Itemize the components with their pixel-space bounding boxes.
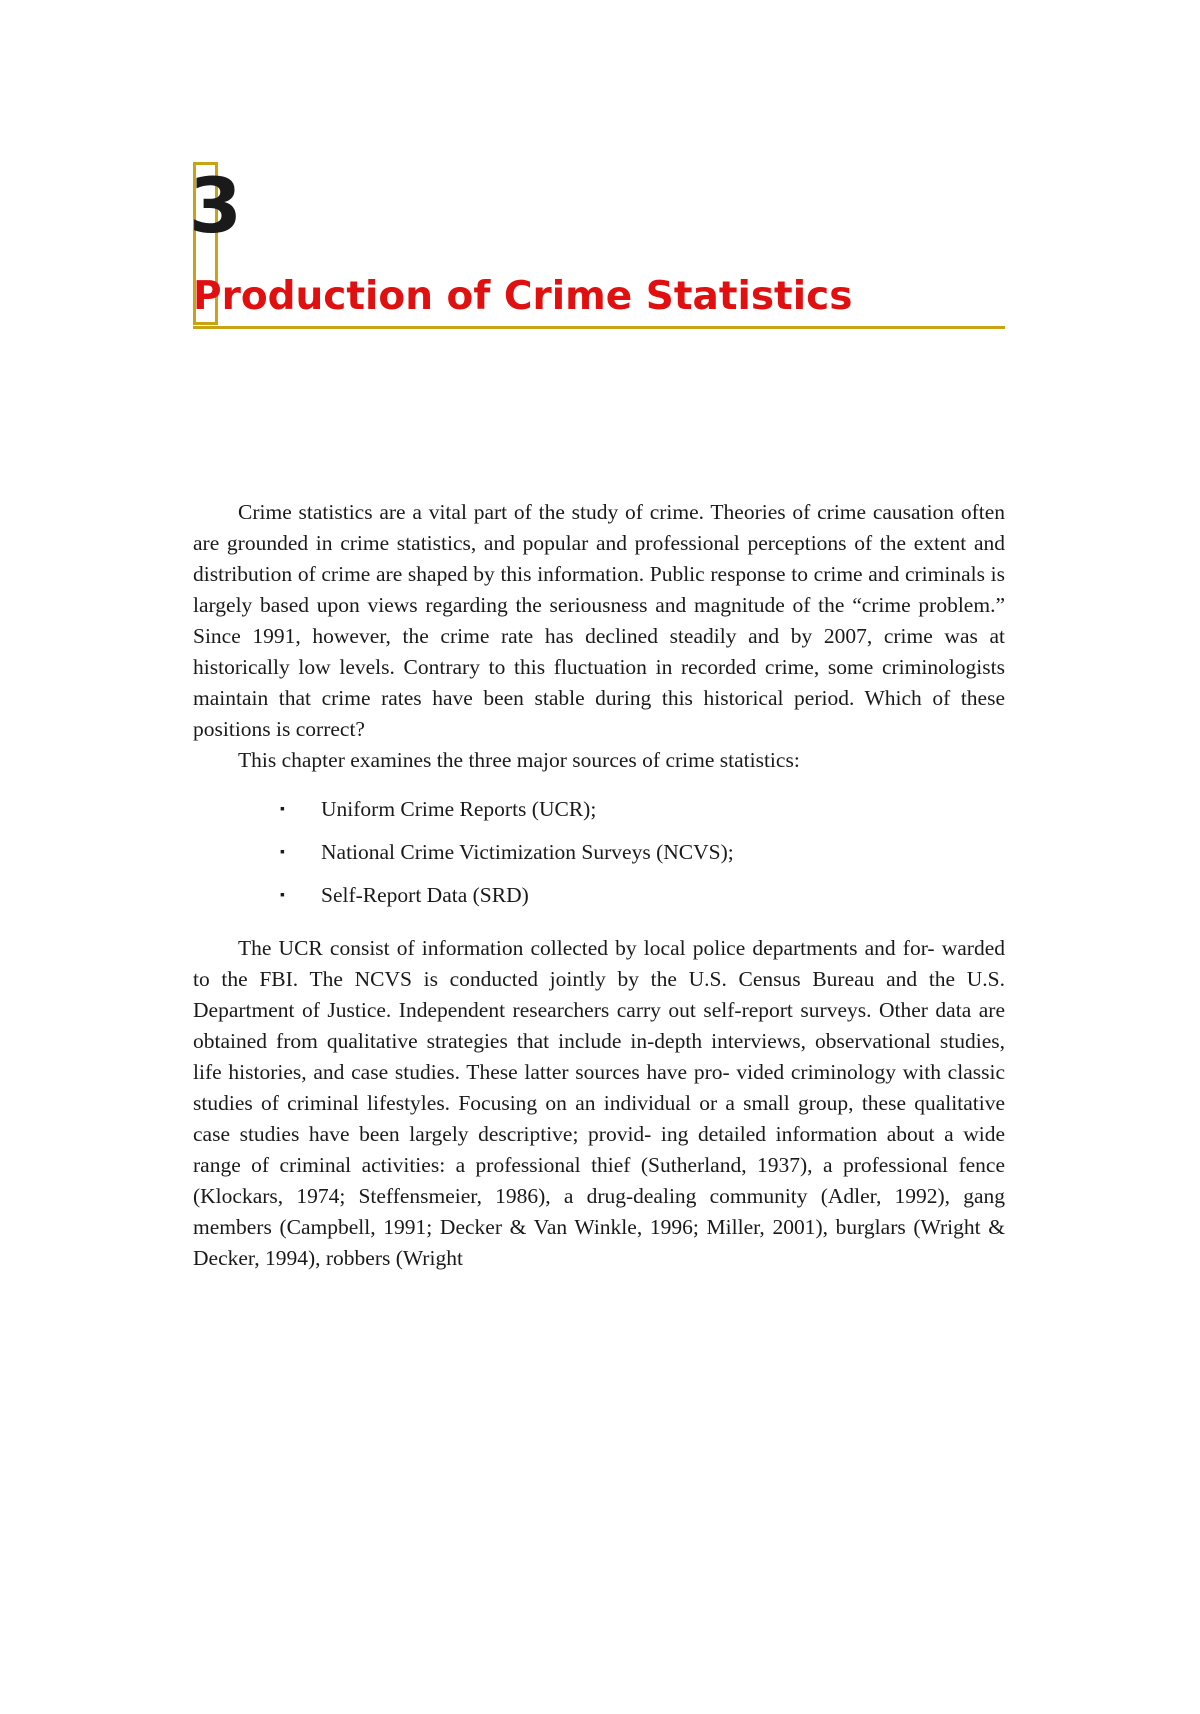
chapter-title: Production of Crime Statistics xyxy=(193,274,853,319)
chapter-number: 3 xyxy=(189,161,242,250)
list-item-label: National Crime Victimization Surveys (NCVS); xyxy=(321,840,734,864)
title-underline-rule xyxy=(193,326,1005,329)
list-item xyxy=(193,880,1005,911)
list-item-label: Uniform Crime Reports (UCR); xyxy=(321,797,597,821)
sources-list xyxy=(193,794,1005,911)
paragraph-intro: Crime statistics are a vital part of the study of crime. Theories of crime causation often are grounded in crime statistics, and popular and professional perceptions of the extent and distribution of crime are shaped by this information. Public response to crime and criminals is largely based upon views regarding the seriousness and magnitude of the “crime problem.” Since 1991, however, the crime rate has declined steadily and by 2007, crime was at historically low levels. Contrary to this fluctuation in recorded crime, some criminologists maintain that crime rates have been stable during this historical period. Which of these positions is correct? xyxy=(193,500,1005,741)
bullet-icon: ▪ xyxy=(280,845,285,860)
list-item-label: Self-Report Data (SRD) xyxy=(321,883,529,907)
bullet-icon: ▪ xyxy=(280,888,285,903)
paragraph-data-sources: The UCR consist of information collected by local police departments and for- warded to the FBI. The NCVS is conducted jointly by the U.S. Census Bureau and the U.S. Department of Justice. Independent researchers carry out self-report surveys. Other data are obtained from qualitative strategies that include in-depth interviews, observational studies, life histories, and case studies. These latter sources have pro- vided criminology with classic studies of criminal lifestyles. Focusing on an individual or a small group, these qualitative case studies have been largely descriptive; provid- ing detailed information about a wide range of criminal activities: a professional thief (Sutherland, 1937), a professional fence (Klockars, 1974; Steffensmeier, 1986), a drug-dealing community (Adler, 1992), gang members (Campbell, 1991; Decker & Van Winkle, 1996; Miller, 2001), burglars (Wright & Decker, 1994), robbers (Wright xyxy=(193,936,1005,1270)
bullet-icon: ▪ xyxy=(280,802,285,817)
paragraph-sources-intro: This chapter examines the three major sources of crime statistics: xyxy=(238,748,800,772)
list-item xyxy=(193,794,1005,825)
list-item xyxy=(193,837,1005,868)
chapter-body xyxy=(193,497,1005,1274)
